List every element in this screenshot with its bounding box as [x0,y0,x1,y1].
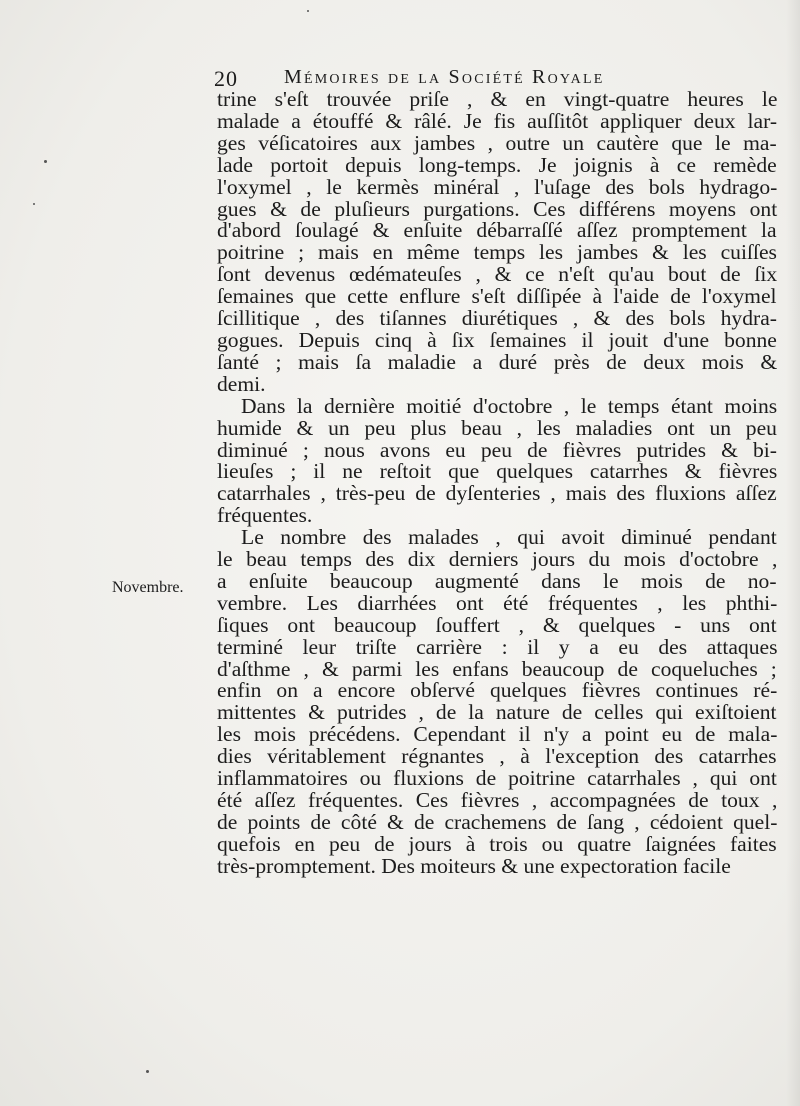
text-line: catarrhales , très-peu de dyſenteries , mais des fluxions aſſez [217,481,777,506]
text-line: fréquentes. [217,503,313,528]
ink-speck [146,1070,149,1073]
text-line: l'oxymel , le kermès minéral , l'uſage des bols hydrago- [217,174,778,199]
text-line: gogues. Depuis cinq à ſix ſemaines il jouit d'une bonne [217,327,777,352]
text-line: dies véritablement régnantes , à l'exception des catarrhes [217,744,777,769]
text-line: d'aſthme , & parmi les enfans beaucoup de coqueluches ; [217,656,777,681]
text-line: mittentes & putrides , de la nature de celles qui exiſtoient [217,700,777,725]
text-line: très-promptement. Des moiteurs & une expectoration facile [217,853,731,878]
text-line: lade portoit depuis long-temps. Je joignis à ce remède [217,152,777,177]
page-edge-shadow [786,0,800,1106]
text-line: ſont devenus œdémateuſes , & ce n'eſt qu'au bout de ſix [217,262,778,287]
text-line: ſanté ; mais ſa maladie a duré près de deux mois & [217,349,778,374]
text-line: ſcillitique , des tiſannes diurétiques , & des bols hydra- [217,306,777,331]
text-line: enfin on a encore obſervé quelques fièvres continues ré- [217,678,778,703]
text-line: ges véſicatoires aux jambes , outre un cautère que le ma- [217,130,777,155]
text-line: les mois précédens. Cependant il n'y a point eu de mala- [217,722,778,747]
text-line: vembre. Les diarrhées ont été fréquentes , les phthi- [217,590,778,615]
text-line: terminé leur triſte carrière : il y a eu des attaques [217,634,778,659]
text-line: humide & un peu plus beau , les maladies ont un peu [217,415,777,440]
text-line: demi. [217,371,266,396]
text-line: poitrine ; mais en même temps les jambes & les cuiſſes [217,240,777,265]
running-title: Mémoires de la Société Royale [284,66,605,88]
paragraph-3 [217,527,777,878]
ink-speck [307,10,309,12]
margin-note-month: Novembre. [112,579,184,596]
text-line: Le nombre des malades , qui avoit diminué pendant [241,525,777,550]
text-line: ſemaines que cette enflure s'eſt diſſipée à l'aide de l'oxymel [217,284,777,309]
text-line: a enſuite beaucoup augmenté dans le mois de no- [217,568,777,593]
text-line: Dans la dernière moitié d'octobre , le temps étant moins [241,393,778,418]
ink-speck [33,203,35,205]
text-line: inflammatoires ou fluxions de poitrine catarrhales , qui ont [217,766,777,791]
body-text [217,89,777,878]
text-line: ſiques ont beaucoup ſouffert , & quelques - uns ont [217,612,777,637]
text-line: d'abord ſoulagé & enſuite débarraſſé aſſez promptement la [217,218,777,243]
text-line: trine s'eſt trouvée priſe , & en vingt-quatre heures le [217,87,778,111]
text-line: malade a étouffé & râlé. Je fis auſſitôt appliquer deux lar- [217,108,778,133]
page-number: 20 [214,66,238,91]
text-line: lieuſes ; il ne reſtoit que quelques catarrhes & fièvres [217,459,778,484]
text-line: le beau temps des dix derniers jours du mois d'octobre , [217,547,778,572]
paragraph-2 [217,393,778,528]
text-line: de points de côté & de crachemens de ſang , cédoient quel- [217,809,778,834]
paragraph-1 [217,89,777,396]
text-line: quefois en peu de jours à trois ou quatre ſaignées faites [217,831,777,856]
text-line: diminué ; nous avons eu peu de fièvres putrides & bi- [217,437,777,462]
ink-speck [44,160,47,163]
text-line: été aſſez fréquentes. Ces fièvres , accompagnées de toux , [217,788,778,812]
text-line: gues & de pluſieurs purgations. Ces différens moyens ont [217,196,778,221]
